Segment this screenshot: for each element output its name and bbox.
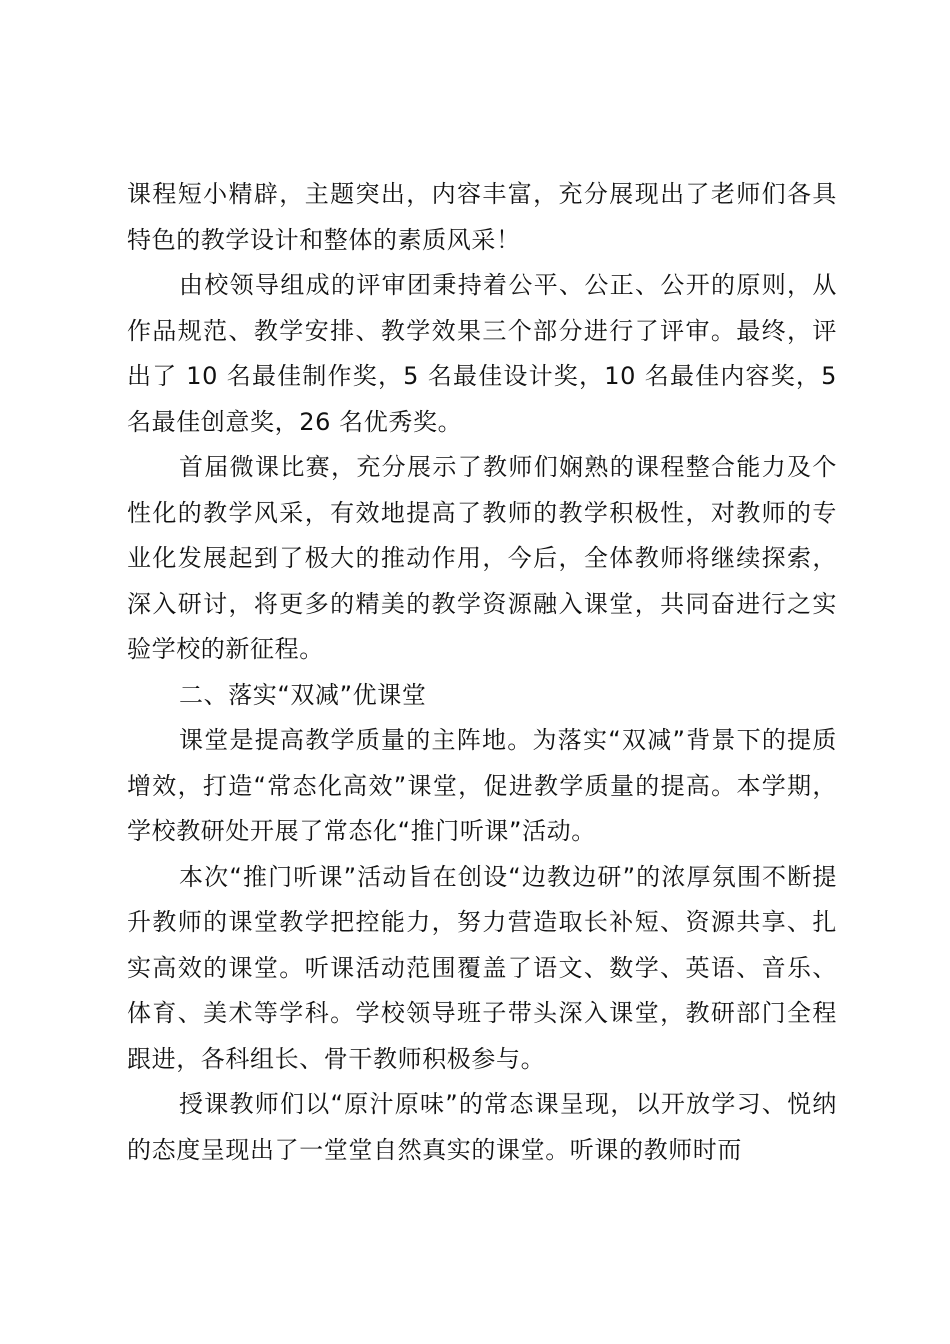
section-heading: 二、落实“双减”优课堂 [179,680,427,709]
paragraph-teachers: 授课教师们以“原汁原味”的常态课呈现，以开放学习、悦纳的态度呈现出了一堂堂自然真实的课堂。听课的教师时而 [127,1090,837,1164]
paragraph-observation: 本次“推门听课”活动旨在创设“边教边研”的浓厚氛围不断提升教师的课堂教学把控能力，努力营造取长补短、资源共享、扎实高效的课堂。听课活动范围覆盖了语文、数学、英语、音乐、体育、美术等学科。学校领导班子带头深入课堂，教研部门全程跟进，各科组长、骨干教师积极参与。 [127,862,837,1073]
document-body [127,172,837,1173]
paragraph-summary: 首届微课比赛，充分展示了教师们娴熟的课程整合能力及个性化的教学风采，有效地提高了教师的教学积极性，对教师的专业化发展起到了极大的推动作用，今后，全体教师将继续探索，深入研讨，将更多的精美的教学资源融入课堂，共同奋进行之实验学校的新征程。 [127,453,837,663]
paragraph-review: 由校领导组成的评审团秉持着公平、公正、公开的原则，从作品规范、教学安排、教学效果三个部分进行了评审。最终，评出了 10 名最佳制作奖，5 名最佳设计奖，10 名最佳内容奖，5 名最佳创意奖，26 名优秀奖。 [127,271,837,436]
paragraph-classroom: 课堂是提高教学质量的主阵地。为落实“双减”背景下的提质增效，打造“常态化高效”课堂，促进教学质量的提高。本学期，学校教研处开展了常态化“推门听课”活动。 [127,726,837,845]
paragraph-continuation: 课程短小精辟，主题突出，内容丰富，充分展现出了老师们各具特色的教学设计和整体的素质风采！ [127,180,837,254]
